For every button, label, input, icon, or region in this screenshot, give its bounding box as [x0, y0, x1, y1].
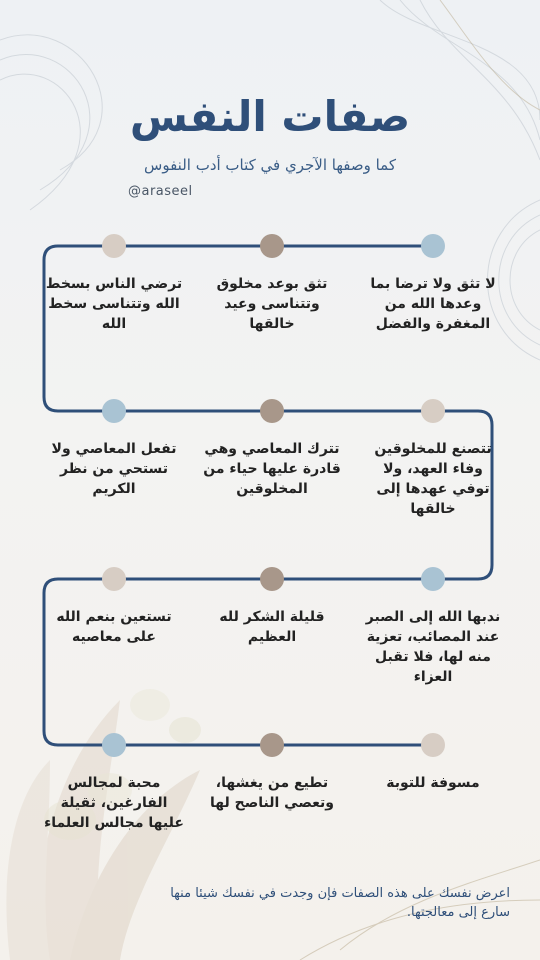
timeline-dot: [421, 733, 445, 757]
timeline-dot: [102, 399, 126, 423]
timeline-dot: [102, 733, 126, 757]
trait-text: تطيع من يغشها، وتعصي الناصح لها: [210, 775, 334, 811]
trait-text: تفعل المعاصي ولا تستحي من نظر الكريم: [51, 441, 177, 497]
trait-text: تثق بوعد مخلوق وتتناسى وعيد خالقها: [216, 276, 328, 332]
trait-text: قليلة الشكر لله العظيم: [219, 609, 325, 645]
trait-text: تتصنع للمخلوقين وفاء العهد، ولا توفي عهدها إلى خالقها: [374, 441, 492, 517]
timeline-dot: [421, 567, 445, 591]
timeline-dot: [260, 733, 284, 757]
timeline-dot: [260, 399, 284, 423]
timeline-dot: [421, 234, 445, 258]
trait-text: محبة لمجالس الفارغين، ثقيلة عليها مجالس العلماء: [44, 775, 184, 831]
timeline-dot: [421, 399, 445, 423]
trait-text: تترك المعاصي وهي قادرة عليها حياء من المخلوقين: [203, 441, 341, 497]
timeline-dot: [102, 567, 126, 591]
timeline-dot: [260, 567, 284, 591]
page-title: صفات النفس: [129, 92, 411, 141]
timeline-dot: [102, 234, 126, 258]
timeline-dot: [260, 234, 284, 258]
footer-note: اعرض نفسك على هذه الصفات فإن وجدت في نفسك شيئا منها سارع إلى معالجتها.: [170, 886, 510, 920]
page-subtitle: كما وصفها الآجري في كتاب أدب النفوس: [144, 156, 396, 174]
trait-text: لا تثق ولا ترضا بما وعدها الله من المغفرة والفضل: [370, 276, 496, 332]
author-handle: @araseel: [128, 184, 193, 199]
trait-text: ترضي الناس بسخط الله وتتناسى سخط الله: [45, 276, 183, 332]
trait-text: تستعين بنعم الله على معاصيه: [56, 609, 172, 645]
trait-text: ندبها الله إلى الصبر عند المصائب، تعزية منه لها، فلا تقبل العزاء: [365, 609, 501, 685]
trait-text: مسوفة للتوبة: [386, 775, 480, 791]
